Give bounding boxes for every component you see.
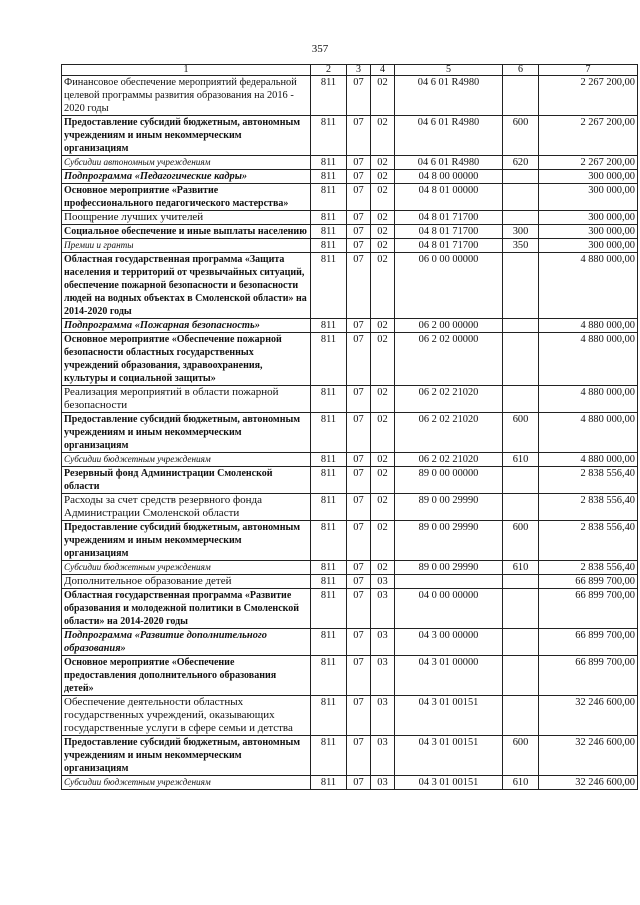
subsection-code-cell: 03 xyxy=(371,776,395,790)
section-code-cell: 07 xyxy=(347,589,371,629)
target-article-cell: 06 2 02 21020 xyxy=(395,413,503,453)
target-article-cell: 04 8 01 71700 xyxy=(395,211,503,225)
target-article-cell: 04 6 01 R4980 xyxy=(395,156,503,170)
table-row xyxy=(62,239,638,253)
target-article-cell: 04 3 01 00000 xyxy=(395,656,503,696)
subsection-code-cell: 02 xyxy=(371,413,395,453)
amount-cell: 66 899 700,00 xyxy=(539,629,638,656)
section-code-cell: 07 xyxy=(347,253,371,319)
expense-type-cell xyxy=(503,76,539,116)
expense-type-cell xyxy=(503,696,539,736)
table-row xyxy=(62,253,638,319)
budget-table xyxy=(61,64,638,790)
table-row xyxy=(62,211,638,225)
section-code-cell: 07 xyxy=(347,211,371,225)
target-article-cell: 89 0 00 00000 xyxy=(395,467,503,494)
table-row xyxy=(62,736,638,776)
target-article-cell: 04 6 01 R4980 xyxy=(395,116,503,156)
row-name-cell: Предоставление субсидий бюджетным, автономным учреждениям и иным некоммерческим организациям xyxy=(62,413,311,453)
expense-type-cell xyxy=(503,386,539,413)
subsection-code-cell: 02 xyxy=(371,494,395,521)
row-name-cell: Областная государственная программа «Защита населения и территорий от чрезвычайных ситуаций, обеспечение пожарной безопасности и безопасности людей на водных объектах в Смоленской области» на 2014-2020 годы xyxy=(62,253,311,319)
table-row xyxy=(62,225,638,239)
section-code-cell: 07 xyxy=(347,413,371,453)
row-name-cell: Основное мероприятие «Развитие профессионального педагогического мастерства» xyxy=(62,184,311,211)
expense-type-cell: 350 xyxy=(503,239,539,253)
row-name-cell: Областная государственная программа «Развитие образования и молодежной политики в Смоленской области» на 2014-2020 годы xyxy=(62,589,311,629)
table-row xyxy=(62,589,638,629)
amount-cell: 2 838 556,40 xyxy=(539,561,638,575)
target-article-cell: 04 3 01 00151 xyxy=(395,696,503,736)
target-article-cell: 06 2 02 21020 xyxy=(395,453,503,467)
expense-type-cell xyxy=(503,170,539,184)
section-code-cell: 07 xyxy=(347,184,371,211)
subsection-code-cell: 02 xyxy=(371,467,395,494)
section-code-cell: 07 xyxy=(347,239,371,253)
amount-cell: 2 838 556,40 xyxy=(539,521,638,561)
target-article-cell: 04 3 00 00000 xyxy=(395,629,503,656)
amount-cell: 300 000,00 xyxy=(539,225,638,239)
target-article-cell: 04 8 01 71700 xyxy=(395,225,503,239)
expense-type-cell xyxy=(503,253,539,319)
header-col-6: 6 xyxy=(503,65,539,76)
target-article-cell: 04 3 01 00151 xyxy=(395,776,503,790)
header-col-4: 4 xyxy=(371,65,395,76)
target-article-cell: 89 0 00 29990 xyxy=(395,494,503,521)
section-code-cell: 07 xyxy=(347,225,371,239)
section-code-cell: 07 xyxy=(347,76,371,116)
section-code-cell: 07 xyxy=(347,521,371,561)
section-code-cell: 07 xyxy=(347,453,371,467)
target-article-cell xyxy=(395,575,503,589)
section-code-cell: 07 xyxy=(347,494,371,521)
subsection-code-cell: 02 xyxy=(371,453,395,467)
page-number: 357 xyxy=(311,43,329,55)
expense-type-cell xyxy=(503,467,539,494)
row-name-cell: Субсидии бюджетным учреждениям xyxy=(62,561,311,575)
ministry-code-cell: 811 xyxy=(311,116,347,156)
subsection-code-cell: 02 xyxy=(371,225,395,239)
expense-type-cell: 600 xyxy=(503,521,539,561)
amount-cell: 4 880 000,00 xyxy=(539,413,638,453)
section-code-cell: 07 xyxy=(347,629,371,656)
table-row xyxy=(62,696,638,736)
amount-cell: 32 246 600,00 xyxy=(539,776,638,790)
section-code-cell: 07 xyxy=(347,736,371,776)
table-header-row xyxy=(62,65,638,76)
table-row xyxy=(62,76,638,116)
expense-type-cell xyxy=(503,494,539,521)
row-name-cell: Социальное обеспечение и иные выплаты населению xyxy=(62,225,311,239)
amount-cell: 4 880 000,00 xyxy=(539,333,638,386)
target-article-cell: 06 0 00 00000 xyxy=(395,253,503,319)
subsection-code-cell: 02 xyxy=(371,211,395,225)
expense-type-cell: 610 xyxy=(503,561,539,575)
header-col-2: 2 xyxy=(311,65,347,76)
expense-type-cell xyxy=(503,333,539,386)
table-row xyxy=(62,656,638,696)
amount-cell: 2 267 200,00 xyxy=(539,156,638,170)
target-article-cell: 04 3 01 00151 xyxy=(395,736,503,776)
table-row xyxy=(62,333,638,386)
expense-type-cell xyxy=(503,211,539,225)
target-article-cell: 04 6 01 R4980 xyxy=(395,76,503,116)
amount-cell: 300 000,00 xyxy=(539,184,638,211)
expense-type-cell: 600 xyxy=(503,116,539,156)
amount-cell: 32 246 600,00 xyxy=(539,736,638,776)
target-article-cell: 89 0 00 29990 xyxy=(395,521,503,561)
header-col-7: 7 xyxy=(539,65,638,76)
subsection-code-cell: 02 xyxy=(371,386,395,413)
amount-cell: 66 899 700,00 xyxy=(539,656,638,696)
section-code-cell: 07 xyxy=(347,467,371,494)
table-row xyxy=(62,413,638,453)
expense-type-cell xyxy=(503,629,539,656)
row-name-cell: Основное мероприятие «Обеспечение пожарной безопасности областных государственных учреждений образования, здравоохранения, культуры и социальной защиты» xyxy=(62,333,311,386)
amount-cell: 66 899 700,00 xyxy=(539,589,638,629)
ministry-code-cell: 811 xyxy=(311,656,347,696)
table-row xyxy=(62,561,638,575)
row-name-cell: Субсидии бюджетным учреждениям xyxy=(62,453,311,467)
table-row xyxy=(62,467,638,494)
subsection-code-cell: 02 xyxy=(371,319,395,333)
ministry-code-cell: 811 xyxy=(311,239,347,253)
header-col-5: 5 xyxy=(395,65,503,76)
ministry-code-cell: 811 xyxy=(311,156,347,170)
target-article-cell: 06 2 02 00000 xyxy=(395,333,503,386)
table-row xyxy=(62,170,638,184)
expense-type-cell xyxy=(503,575,539,589)
subsection-code-cell: 02 xyxy=(371,170,395,184)
ministry-code-cell: 811 xyxy=(311,467,347,494)
row-name-cell: Резервный фонд Администрации Смоленской области xyxy=(62,467,311,494)
amount-cell: 4 880 000,00 xyxy=(539,453,638,467)
target-article-cell: 04 8 01 00000 xyxy=(395,184,503,211)
section-code-cell: 07 xyxy=(347,575,371,589)
target-article-cell: 04 0 00 00000 xyxy=(395,589,503,629)
table-row xyxy=(62,629,638,656)
amount-cell: 4 880 000,00 xyxy=(539,386,638,413)
table-row xyxy=(62,453,638,467)
subsection-code-cell: 03 xyxy=(371,589,395,629)
amount-cell: 4 880 000,00 xyxy=(539,319,638,333)
ministry-code-cell: 811 xyxy=(311,253,347,319)
ministry-code-cell: 811 xyxy=(311,453,347,467)
amount-cell: 300 000,00 xyxy=(539,239,638,253)
target-article-cell: 06 2 00 00000 xyxy=(395,319,503,333)
expense-type-cell xyxy=(503,319,539,333)
section-code-cell: 07 xyxy=(347,116,371,156)
section-code-cell: 07 xyxy=(347,319,371,333)
subsection-code-cell: 02 xyxy=(371,561,395,575)
target-article-cell: 06 2 02 21020 xyxy=(395,386,503,413)
row-name-cell: Подпрограмма «Педагогические кадры» xyxy=(62,170,311,184)
section-code-cell: 07 xyxy=(347,561,371,575)
amount-cell: 2 267 200,00 xyxy=(539,76,638,116)
target-article-cell: 89 0 00 29990 xyxy=(395,561,503,575)
row-name-cell: Подпрограмма «Пожарная безопасность» xyxy=(62,319,311,333)
ministry-code-cell: 811 xyxy=(311,575,347,589)
section-code-cell: 07 xyxy=(347,170,371,184)
table-row xyxy=(62,386,638,413)
expense-type-cell: 600 xyxy=(503,736,539,776)
amount-cell: 2 267 200,00 xyxy=(539,116,638,156)
subsection-code-cell: 02 xyxy=(371,116,395,156)
subsection-code-cell: 02 xyxy=(371,333,395,386)
row-name-cell: Реализация мероприятий в области пожарной безопасности xyxy=(62,386,311,413)
amount-cell: 300 000,00 xyxy=(539,211,638,225)
section-code-cell: 07 xyxy=(347,333,371,386)
amount-cell: 2 838 556,40 xyxy=(539,467,638,494)
target-article-cell: 04 8 00 00000 xyxy=(395,170,503,184)
subsection-code-cell: 02 xyxy=(371,253,395,319)
target-article-cell: 04 8 01 71700 xyxy=(395,239,503,253)
row-name-cell: Финансовое обеспечение мероприятий федеральной целевой программы развития образования на 2016 - 2020 годы xyxy=(62,76,311,116)
ministry-code-cell: 811 xyxy=(311,561,347,575)
subsection-code-cell: 03 xyxy=(371,736,395,776)
row-name-cell: Предоставление субсидий бюджетным, автономным учреждениям и иным некоммерческим организациям xyxy=(62,116,311,156)
ministry-code-cell: 811 xyxy=(311,319,347,333)
table-row xyxy=(62,521,638,561)
ministry-code-cell: 811 xyxy=(311,170,347,184)
subsection-code-cell: 02 xyxy=(371,521,395,561)
row-name-cell: Обеспечение деятельности областных государственных учреждений, оказывающих государственные услуги в сфере семьи и детства xyxy=(62,696,311,736)
table-row xyxy=(62,494,638,521)
expense-type-cell: 620 xyxy=(503,156,539,170)
ministry-code-cell: 811 xyxy=(311,696,347,736)
subsection-code-cell: 03 xyxy=(371,656,395,696)
section-code-cell: 07 xyxy=(347,156,371,170)
table-row xyxy=(62,156,638,170)
table-body xyxy=(62,76,638,790)
row-name-cell: Расходы за счет средств резервного фонда Администрации Смоленской области xyxy=(62,494,311,521)
ministry-code-cell: 811 xyxy=(311,521,347,561)
row-name-cell: Предоставление субсидий бюджетным, автономным учреждениям и иным некоммерческим организациям xyxy=(62,736,311,776)
ministry-code-cell: 811 xyxy=(311,386,347,413)
expense-type-cell xyxy=(503,589,539,629)
subsection-code-cell: 02 xyxy=(371,76,395,116)
row-name-cell: Субсидии автономным учреждениям xyxy=(62,156,311,170)
expense-type-cell: 600 xyxy=(503,413,539,453)
amount-cell: 32 246 600,00 xyxy=(539,696,638,736)
ministry-code-cell: 811 xyxy=(311,494,347,521)
subsection-code-cell: 03 xyxy=(371,629,395,656)
ministry-code-cell: 811 xyxy=(311,413,347,453)
ministry-code-cell: 811 xyxy=(311,776,347,790)
ministry-code-cell: 811 xyxy=(311,589,347,629)
ministry-code-cell: 811 xyxy=(311,76,347,116)
section-code-cell: 07 xyxy=(347,776,371,790)
ministry-code-cell: 811 xyxy=(311,333,347,386)
subsection-code-cell: 02 xyxy=(371,156,395,170)
ministry-code-cell: 811 xyxy=(311,629,347,656)
section-code-cell: 07 xyxy=(347,656,371,696)
row-name-cell: Поощрение лучших учителей xyxy=(62,211,311,225)
subsection-code-cell: 02 xyxy=(371,239,395,253)
amount-cell: 66 899 700,00 xyxy=(539,575,638,589)
section-code-cell: 07 xyxy=(347,386,371,413)
subsection-code-cell: 03 xyxy=(371,575,395,589)
table-row xyxy=(62,116,638,156)
header-col-1: 1 xyxy=(62,65,311,76)
amount-cell: 4 880 000,00 xyxy=(539,253,638,319)
header-col-3: 3 xyxy=(347,65,371,76)
table-row xyxy=(62,319,638,333)
expense-type-cell: 300 xyxy=(503,225,539,239)
subsection-code-cell: 03 xyxy=(371,696,395,736)
row-name-cell: Предоставление субсидий бюджетным, автономным учреждениям и иным некоммерческим организациям xyxy=(62,521,311,561)
row-name-cell: Премии и гранты xyxy=(62,239,311,253)
row-name-cell: Дополнительное образование детей xyxy=(62,575,311,589)
amount-cell: 2 838 556,40 xyxy=(539,494,638,521)
section-code-cell: 07 xyxy=(347,696,371,736)
ministry-code-cell: 811 xyxy=(311,211,347,225)
table-row xyxy=(62,575,638,589)
expense-type-cell xyxy=(503,656,539,696)
expense-type-cell xyxy=(503,184,539,211)
subsection-code-cell: 02 xyxy=(371,184,395,211)
table-row xyxy=(62,184,638,211)
expense-type-cell: 610 xyxy=(503,453,539,467)
ministry-code-cell: 811 xyxy=(311,225,347,239)
row-name-cell: Основное мероприятие «Обеспечение предоставления дополнительного образования детей» xyxy=(62,656,311,696)
ministry-code-cell: 811 xyxy=(311,736,347,776)
table-row xyxy=(62,776,638,790)
row-name-cell: Субсидии бюджетным учреждениям xyxy=(62,776,311,790)
expense-type-cell: 610 xyxy=(503,776,539,790)
ministry-code-cell: 811 xyxy=(311,184,347,211)
amount-cell: 300 000,00 xyxy=(539,170,638,184)
row-name-cell: Подпрограмма «Развитие дополнительного образования» xyxy=(62,629,311,656)
